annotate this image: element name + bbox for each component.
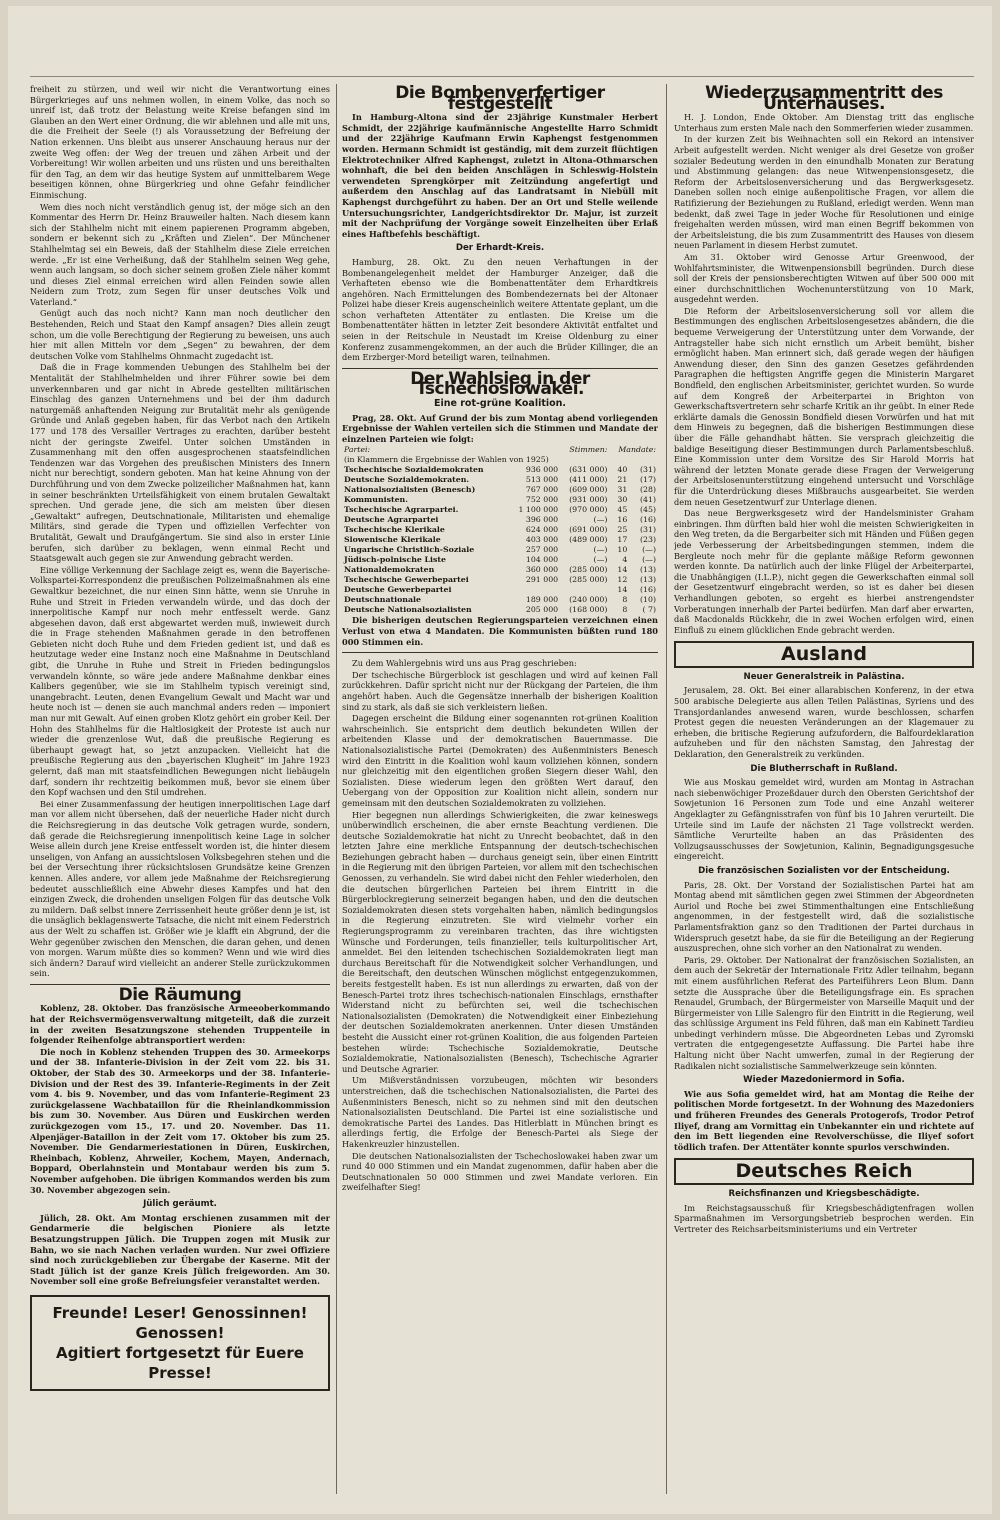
middle-column	[342, 84, 658, 1504]
table-note: (in Klammern die Ergebnisse der Wahlen von 1925)	[344, 455, 549, 465]
reich-section-title: Deutsches Reich	[735, 1160, 913, 1183]
czech-lead: Prag, 28. Okt. Auf Grund der bis zum Montag abend vorliegenden Ergebnisse der Wahlen verteilen sich die Stimmen und Mandate der einzelnen Parteien wie folgt:	[342, 412, 658, 444]
prev-seats-cell: (—)	[642, 555, 656, 565]
russia-body: Wie aus Moskau gemeldet wird, wurden am Montag in Astrachan nach siebenwöchiger Prozeßdauer durch den Obersten Gerichtshof der Sowjetunion 16 Personen zum Tode und eine Anzahl weiterer Angeklagter zu Gefängnisstrafen von fünf bis 10 Jahren verurteilt. Die Urteile sind im Laufe der nächsten 21 Tage vollstreckt werden. Sämtliche Verurteilte haben an das Präsidenten des Vollzugsausschusses der Sowjetunion, Kalinin, Begnadigungsgesuche eingereicht.	[674, 777, 974, 862]
table-row	[342, 535, 658, 545]
appeal-box	[30, 1295, 330, 1391]
votes-cell: 767 000	[525, 485, 559, 495]
prev-votes-cell: (285 000)	[569, 565, 608, 575]
prev-votes-cell: (631 000)	[569, 465, 608, 475]
seats-cell: 17	[617, 535, 628, 545]
votes-cell: 360 000	[525, 565, 559, 575]
bomb-body: Hamburg, 28. Okt. Zu den neuen Verhaftungen in der Bombenangelegenheit meldet der Hamburger Anzeiger, daß die Verhafteten ebenso wie die Bombenattentäter dem Erhardtkreis angehören. Nach Ermittelungen des Bombendezernats bei der Altonaer Polizei habe dieser Kreis augenscheinlich weitere Attentate geplant, um die schon verhafteten Attentäter zu entlasten. Die Kreise um die Bombenattentäter hätten in letzter Zeit besondere Aktivität entfaltet und seien in der Reitschule in Neustadt im Kreise Oldenburg zu einer Konferenz zusammengekommen, an der auch die Brüder Killinger, die an dem Erzberger-Mord beteiligt waren, teilnahmen.	[342, 256, 658, 363]
prev-seats-cell: (—)	[642, 545, 656, 555]
seats-cell: 14	[617, 565, 628, 575]
prev-seats-cell: (31)	[639, 465, 656, 475]
party-cell: Deutsche Gewerbepartei	[344, 585, 452, 595]
top-rule	[30, 76, 974, 77]
prev-seats-cell: (13)	[639, 565, 656, 575]
party-cell: Deutsche Nationalsozialisten	[344, 605, 472, 615]
votes-cell: 513 000	[525, 475, 559, 485]
votes-cell: 624 000	[525, 525, 559, 535]
prev-votes-cell: (—)	[593, 555, 608, 565]
article-paragraph: Das neue Bergwerksgesetz wird der Handelsminister Graham einbringen. Ihm dürften bald hier wohl die meisten Schwierigkeiten in den Weg treten, da die Bergarbeiter sich mit Händen und Füßen gegen jede Verbesserung der Arbeitsbedingungen stemmen, indem die Bergleute noch mehr für die geplante mäßige Reform gewonnen werden konnte. Da natürlich auch der linke Flügel der Arbeiterpartei, die Unabhängigen (I.L.P.), nicht gegen die Gewerkschaften einmal soll der Gesetzentwurf eingebracht werden, so ist es daher bei diesen Verhandlungen geboten, so ergeht es hierbei anstrengendster Vorberatungen innerhalb der Partei bedürfen. Man darf aber erwarten, daß Macdonalds Rückkehr, die in zwei Wochen erfolgen wird, einen Einfluß zu einem glücklichen Ende gebracht werden.	[674, 508, 974, 635]
votes-cell: 752 000	[525, 495, 559, 505]
table-row	[342, 485, 658, 495]
election-table	[342, 445, 658, 615]
article-paragraph: Am 31. Oktober wird Genosse Artur Greenwood, der Wohlfahrtsminister, die Witwenpensionsbill begründen. Durch diese soll der Kreis der pensionsberechtigten Witwen auf über 500 000 mit einer durchschnittlichen Wochenunterstützung von 10 Mark, ausgedehnt werden.	[674, 251, 974, 305]
prev-votes-cell: (240 000)	[569, 595, 608, 605]
table-row	[342, 555, 658, 565]
article-paragraph: Der tschechische Bürgerblock ist geschlagen und wird auf keinen Fall zurückkehren. Dafür spricht nicht nur der Rückgang der Parteien, die ihm angehört haben. Auch die Gegensätze innerhalb der bisherigen Koalition sind zu stark, als daß sie sich verkleistern ließen.	[342, 669, 658, 712]
prev-votes-cell: (—)	[593, 515, 608, 525]
prev-seats-cell: (16)	[639, 585, 656, 595]
seats-cell: 12	[617, 575, 628, 585]
seats-cell: 25	[617, 525, 628, 535]
left-column	[30, 84, 330, 1504]
prev-votes-cell: (168 000)	[569, 605, 608, 615]
seats-cell: 16	[617, 515, 628, 525]
article-paragraph: Eine völlige Verkennung der Sachlage zeigt es, wenn die Bayerische-Volkspartei-Korrespondenz die preußischen Polizeimaßnahmen als eine Gewaltkur bezeichnet, die nur einen Sinn hätte, wenn sie Unruhe in Ruhe und Streit in Frieden verwandeln würde, und das doch der innerpolitische Kampf nur noch mehr entfesselt werde. Ganz abgesehen davon, daß erst abgewartet werden muß, inwieweit durch die in Frage stehenden Maßnahmen gerade in den betroffenen Gebieten nicht doch Ruhe und dem Frieden gedient ist, und daß es heutzutage weder eine Instanz noch eine Maßnahme in Deutschland gibt, die Unruhe in Ruhe und Streit in Frieden bedingungslos verwandeln könnte, so wäre jede andere Maßnahme denkbar eines Kalibers gegenüber, wie sie im Stahlhelm typisch vereinigt sind, unangebracht. Leuten, denen Evangelium Gewalt und Macht war und heute noch ist — denen sie auch manchmal anders reden — imponiert man nur mit Gewalt. Auf einen groben Klotz gehört ein grober Keil. Der Hohn des Stahlhelms für die Haltlosigkeit der Proteste ist auch nur wieder die grenzenlose Wut, daß die preußische Regierung es überhaupt gewagt hat, so jetzt anzupacken. Vielleicht hat die preußische Regierung aus den „bayerischen Klugheit“ im Jahre 1923 gelernt, daß man mit staatsfeindlichen Bewegungen nicht liebäugeln darf, sondern ihr rechtzeitig beikommen muß, bevor sie einem über den Kopf wachsen und den Stil umdrehen.	[30, 564, 330, 798]
article-paragraph: Dagegen erscheint die Bildung einer sogenannten rot-grünen Koalition wahrscheinlich. Sie entspricht dem deutlich bekundeten Willen der arbeitenden Klasse und der demokratischen Bauernmasse. Die Nationalsozialistische Partei (Demokraten) des Außenministers Benesch wird den Eintritt in die Koalition wohl kaum vollziehen können, sondern nur gleichzeitig mit den eigentlichen großen Siegern dieser Wahl, den Sozialisten. Diese wiederum legen den größten Wert darauf, den Uebergang von der Opposition zur Koalition nicht allein, sondern nur gemeinsam mit den deutschen Sozialdemokraten zu vollziehen.	[342, 713, 658, 808]
newspaper-page	[8, 6, 992, 1514]
czech-subheadline: Eine rot-grüne Koalition.	[433, 398, 567, 410]
article-paragraph: Um Mißverständnissen vorzubeugen, möchten wir besonders unterstreichen, daß die tschechischen Nationalsozialisten, die Partei des Außenministers Benesch, nicht so zu nehmen sind mit den deutschen Nationalsozialisten Deutschland. Die Partei ist eine sozialistische und demokratische Partei des Landes. Das Hitlerblatt in München bringt es allerdings fertig, die Erfolge der Benesch-Partei als Siege der Hakenkreuzler hinzustellen.	[342, 1075, 658, 1149]
votes-cell: 205 000	[525, 605, 559, 615]
prev-votes-cell: (—)	[593, 545, 608, 555]
raeumung-headline: Die Räumung	[118, 984, 242, 1005]
uk-headline: Wiederzusammentritt des Unterhauses.	[705, 84, 943, 114]
article-paragraph: Zu dem Wahlergebnis wird uns aus Prag geschrieben:	[352, 658, 577, 669]
table-row	[342, 525, 658, 535]
ausland-section-title: Ausland	[780, 643, 867, 666]
table-note-row	[342, 455, 658, 465]
table-header-row	[342, 445, 658, 455]
party-cell: Slowenische Klerikale	[344, 535, 441, 545]
votes-cell: 104 000	[525, 555, 559, 565]
seats-cell: 30	[617, 495, 628, 505]
table-row	[342, 565, 658, 575]
party-cell: Deutsche Agrarpartei	[344, 515, 439, 525]
bomb-headline: Die Bombenverfertiger festgestellt	[395, 84, 605, 114]
seats-cell: 45	[617, 505, 628, 515]
party-cell: Deutschnationale	[344, 595, 421, 605]
party-cell: Kommunisten.	[344, 495, 408, 505]
czech-headline: Der Wahlsieg in der Tschechoslowakei.	[410, 368, 590, 400]
prev-seats-cell: (31)	[639, 525, 656, 535]
seats-cell: 31	[617, 485, 628, 495]
article-paragraph: Genügt auch das noch nicht? Kann man noch deutlicher den Bestehenden, Reich und Staat den Kampf ansagen? Dies allein zeugt schon, um die volle Berechtigung der Regierung zu beweisen, uns auch hier mit allen Mitteln vor dem „Segen“ zu bewahren, der dem deutschen Volke vom Stahlhelms Ohnmacht zugedacht ist.	[30, 308, 330, 361]
palestine-headline: Neuer Generalstreik in Palästina.	[743, 671, 905, 682]
votes-cell: 189 000	[525, 595, 559, 605]
juelich-headline: Jülich geräumt.	[143, 1199, 217, 1210]
table-row	[342, 515, 658, 525]
raeumung-lead: Koblenz, 28. Oktober. Das französische Armeeoberkommando hat der Reichsvermögensverwaltung mitgeteilt, daß die zurzeit in der zweiten Besatzungszone stehenden Truppenteile in folgender Reihenfolge abtransportiert werden:	[30, 1003, 330, 1046]
party-cell: Nationalsozialisten (Benesch)	[344, 485, 476, 495]
article-paragraph: Die deutschen Nationalsozialisten der Tschechoslowakei haben zwar um rund 40 000 Stimmen und ein Mandat zugenommen, dafür haben aber die Deutschnationalen 50 000 Stimmen und zwei Mandate verloren. Ein zweifelhafter Sieg!	[342, 1150, 658, 1193]
party-cell: Nationaldemokraten	[344, 565, 435, 575]
prev-votes-cell: (609 000)	[569, 485, 608, 495]
party-cell: Ungarische Christlich-Soziale	[344, 545, 475, 555]
party-cell: Tschechische Sozialdemokraten	[344, 465, 484, 475]
prev-votes-cell: (285 000)	[569, 575, 608, 585]
table-row	[342, 465, 658, 475]
appeal-line-2: Agitiert fortgesetzt für Euere Presse!	[56, 1343, 304, 1382]
table-row	[342, 605, 658, 615]
party-cell: Tschechische Gewerbepartei	[344, 575, 469, 585]
ausland-section-box	[674, 641, 974, 668]
juelich-body: Jülich, 28. Okt. Am Montag erschienen zusammen mit der Gendarmerie die belgischen Pioniere als letzte Besatzungstruppen Jülich. Die Truppen zogen mit Musik zur Bahn, wo sie nach Nachen verladen wurden. Nur zwei Offiziere sind noch zurückgeblieben zur Übergabe der Kaserne. Mit der Stadt Jülich ist der ganze Kreis Jülich freigeworden. Am 30. November soll eine große Befreiungsfeier veranstaltet werden.	[30, 1212, 330, 1287]
article-paragraph: Daß die in Frage kommenden Uebungen des Stahlhelm bei der Mentalität der Stahlhelmhelden und ihrer Führer sowie bei dem unverkennbaren und gar nicht in Abrede gestellten militärischen Einschlag des ganzen Unternehmens und bei der ihm dadurch naturgemäß anhaftenden Neigung zur Brutalität mehr als genügende Gründe und Anlaß gegeben haben, für das Verbot nach den Artikeln 177 und 178 des Versailler Vertrages zu erachten, darüber besteht nicht der geringste Zweifel. Unter solchen Umständen in Zusammenhang mit den offen ausgesprochenen staatsfeindlichen Tendenzen war das Vorgehen des preußischen Ministers des Innern nicht nur berechtigt, sondern geboten. Man hat keine Ahnung von der Durchführung und von dem Zwecke polizeilicher Maßnahmen hat, kann in seiner beschränkten Urteilsfähigkeit von einem brutalen Gewaltakt sprechen. Und gerade jene, die sich am meisten über diesen „Gewaltakt“ aufregen, Deutschnationale, Militaristen und ehemalige Militärs, sind gerade die Typen und offiziellen Verfechter von Brutalität, Gewalt und Draufgängertum. Sie sind also in erster Linie berufen, sich darüber zu beklagen, wenn einmal Recht und Staatsgewalt auch gegen sie zur Anwendung gebracht werden.	[30, 362, 330, 564]
votes-cell: 1 100 000	[518, 505, 559, 515]
seats-cell: 10	[617, 545, 628, 555]
prev-votes-cell: (411 000)	[569, 475, 608, 485]
reich-headline: Reichsfinanzen und Kriegsbeschädigte.	[728, 1189, 920, 1199]
prev-votes-cell: (489 000)	[569, 535, 608, 545]
reich-section-box	[674, 1158, 974, 1185]
votes-cell	[509, 585, 560, 595]
table-row	[342, 475, 658, 485]
prev-votes-cell: (970 000)	[569, 505, 608, 515]
votes-cell: 936 000	[525, 465, 559, 475]
seats-cell: 8	[622, 605, 628, 615]
column-rule-2	[666, 84, 667, 1494]
prev-seats-cell: ( 7)	[642, 605, 656, 615]
prev-seats-cell: (28)	[639, 485, 656, 495]
party-cell: Deutsche Sozialdemokraten.	[344, 475, 470, 485]
prev-seats-cell: (16)	[639, 515, 656, 525]
right-column	[674, 84, 974, 1504]
seats-cell: 21	[617, 475, 628, 485]
votes-cell: 396 000	[525, 515, 559, 525]
prev-seats-cell: (17)	[639, 475, 656, 485]
votes-cell: 291 000	[525, 575, 559, 585]
prev-seats-cell: (23)	[639, 535, 656, 545]
votes-cell: 403 000	[525, 535, 559, 545]
appeal-line-1: Freunde! Leser! Genossinnen! Genossen!	[52, 1303, 308, 1342]
reich-body: Im Reichstagsausschuß für Kriegsbeschädigtenfragen wollen Sparmaßnahmen im Versorgungsbetrieb besprochen werden. Ein Vertreter des Reichsarbeitsministeriums und ein Vertreter	[674, 1202, 974, 1234]
article-paragraph: In der kurzen Zeit bis Weihnachten soll ein Rekord an intensiver Arbeit aufgestellt werden. Nicht weniger als drei Gesetze von großer sozialer Bedeutung werden in den einundhalb Monaten zur Beratung und Abstimmung gelangen: das neue Witwenpensionsgesetz, die Reform der Arbeitslosenversicherung und das Bergwerksgesetz. Daneben sollen noch einige außenpolitische Fragen, vor allem die Ratifizierung der Beziehungen zu Rußland, erledigt werden. Wenn man bedenkt, daß zwei Tage in jeder Woche für Resolutionen und einige freigehalten werden müssen, wird man einen Begriff bekommen von der Arbeitsleistung, die bis zum Zusammentritt des Hauses von diesem neuen Parlament in diesem Herbst zumutet.	[674, 134, 974, 251]
prev-seats-cell: (45)	[639, 505, 656, 515]
raeumung-body: Die noch in Koblenz stehenden Truppen des 30. Armeekorps und der 38. Infanterie-Division in der Zeit vom 22. bis 31. Oktober, der Stab des 30. Armeekorps und der 38. Infanterie-Division und der Rest des 39. Infanterie-Regiments in der Zeit vom 4. bis 9. November, und das vom Infanterie-Regiment 23 zurückgelassene Wachbataillon für die Rheinlandkommission bis zum 30. November. Aus Düren und Euskirchen werden zurückgezogen vom 15., 17. und 20. November. Das 11. Alpenjäger-Bataillon in der Zeit vom 17. Oktober bis zum 25. November. Die Gendarmeriestationen in Düren, Euskirchen, Rheinbach, Koblenz, Ahrweiler, Kochem, Mayen, Andernach, Boppard, Oberlahnstein und Montabaur werden bis zum 5. November aufgehoben. Die übrigen Kommandos werden bis zum 30. November abgezogen sein.	[30, 1046, 330, 1195]
bomb-lead: In Hamburg-Altona sind der 23jährige Kunstmaler Herbert Schmidt, der 22jährige kaufmännische Angestellte Harro Schmidt und der 22jährige Kaufmann Erwin Kaphengst festgenommen worden. Hermann Schmidt ist geständig, mit dem zurzeit flüchtigen Elektrotechniker Alfred Kaphengst, zuletzt in Altona-Othmarschen wohnhaft, die bei den beiden Anschlägen in Schleswig-Holstein verwendeten Sprengkörper mit Zeitzündung angefertigt und außerdem den Anschlag auf das Landratsamt in Niebüll mit Kaphengst durchgeführt zu haben. Der an Ort und Stelle weilende Untersuchungsrichter, Landgerichtsdirektor Dr. Majur, ist zurzeit mit der Nachprüfung der Vorgänge soweit Einzelheiten über Erlaß eines Haftbefehls beschäftigt.	[342, 112, 658, 239]
france-body-2: Paris, 29. Oktober. Der Nationalrat der französischen Sozialisten, an dem auch der Sekretär der Internationale Fritz Adler teilnahm, begann mit einem ausführlichen Referat des Parteiführers Leon Blum. Dann setzte die Aussprache über die Beteiligungsfrage ein. Es sprachen Renaudel, Grumbach, der Bürgermeister von Marseille Maquit und der Bürgermeister von Lille Salengro für den Eintritt in die Regierung, weil das schlüssige Argument ins Feld führen, daß man ein Kabinett Tardieu unbedingt verhindern müsse. Die Abgeordneten Lebas und Zyromski vertraten die entgegengesetzte Auffassung. Die Partei habe ihre Haltung nicht über Nacht umwerfen, zumal in der Regierung der Radikalen nicht sozialistische Sammelwerkzeuge sein könnten.	[674, 954, 974, 1071]
seats-cell: 4	[622, 555, 628, 565]
seats-cell: 8	[622, 595, 628, 605]
header-mandate: Mandate:	[618, 445, 656, 455]
sofia-body: Wie aus Sofia gemeldet wird, hat am Montag die Reihe der politischen Morde fortgesetzt. In der Wohnung des Mazedoniers und früheren Freundes des Generals Protogerofs, Trodor Petrof Iliyef, drang am Vormittag ein Unbekannter ein und richtete auf den im Bett liegenden eine Revolverschüsse, die Iliyef sofort tödlich trafen. Der Attentäter konnte spurlos verschwinden.	[674, 1088, 974, 1152]
table-row	[342, 585, 658, 595]
votes-cell: 257 000	[525, 545, 559, 555]
header-stimmen: Stimmen:	[569, 445, 608, 455]
prev-votes-cell	[560, 585, 609, 595]
party-cell: Jüdisch-polnische Liste	[344, 555, 446, 565]
prev-votes-cell: (931 000)	[569, 495, 608, 505]
article-paragraph: Bei einer Zusammenfassung der heutigen innerpolitischen Lage darf man vor allem nicht übersehen, daß der neuerliche Hader nicht durch die Reichsregierung in das deutsche Volk getragen wurde, sondern, daß gerade die Reichsregierung innenpolitisch keine Lage in solcher Weise allein durch jene Kreise entfesselt worden ist, die hinter diesem unseligen, von Anfang an aussichtslosen Volksbegehren stehen und die bei der Versechtung ihrer rücksichtslosen Grundsätze keine Grenzen kennen. Alles andere, vor allem jede Maßnahme der Reichsregierung bedeutet ausschließlich eine Abwehr dieses Kampfes und hat den einzigen Zweck, die drohenden unseligen Folgen für das deutsche Volk zu mildern. Daß selbst innere Zerrissenheit heute größer denn je ist, ist die unsäglich beklagenswerte Tatsache, die nicht mit einem Federstrich aus der Welt zu schaffen ist. Größer wie je klafft ein Abgrund, der die Wehr gegenüber zwischen den Menschen, die daran gehen, und denen von morgen. Warum müßte dies so kommen? Wenn und wie wird dies sich ändern? Darauf wird vielleicht an anderer Stelle zurückzukommen sein.	[30, 798, 330, 979]
france-headline: Die französischen Sozialisten vor der Entscheidung.	[698, 865, 950, 876]
palestine-body: Jerusalem, 28. Okt. Bei einer allarabischen Konferenz, in der etwa 500 arabische Delegierte aus allen Teilen Palästinas, Syriens und des Transjordanlandes anwesend waren, wurde beschlossen, scharfen Protest gegen die neuesten Veränderungen an der Klagemauer zu erheben, die britische Regierung aufzufordern, die Balfourdeklaration aufzuheben und für den nächsten Samstag, den Jahrestag der Deklaration, den Generalstreik zu verkünden.	[674, 685, 974, 760]
column-rule-1	[336, 84, 337, 1494]
table-row	[342, 495, 658, 505]
prev-seats-cell: (41)	[639, 495, 656, 505]
table-row	[342, 505, 658, 515]
party-cell: Tschechische Klerikale	[344, 525, 445, 535]
prev-seats-cell: (10)	[639, 595, 656, 605]
france-body: Paris, 28. Okt. Der Vorstand der Sozialistischen Partei hat am Montag abend mit sämtlichen gegen zwei Stimmen der Abgeordneten Auriol und Roche bei zwei Stimmenthaltungen eine Entschließung angenommen, in der festgestellt wird, daß die sozialistische Parlamentsfraktion ganz so den Traditionen der Partei durchaus in Widerspruch gesetzt habe, da sie für die Beteiligung an der Regierung auszusprechen, ohne sich vorher an den Nationalrat zu wenden.	[674, 879, 974, 954]
party-cell: Tschechische Agrarpartei.	[344, 505, 459, 515]
sofia-headline: Wieder Mazedoniermord in Sofia.	[743, 1075, 905, 1086]
prev-seats-cell: (13)	[639, 575, 656, 585]
russia-headline: Die Blutherrschaft in Rußland.	[750, 763, 898, 774]
divider	[342, 652, 658, 653]
table-row	[342, 595, 658, 605]
seats-cell: 40	[617, 465, 628, 475]
table-row	[342, 545, 658, 555]
table-row	[342, 575, 658, 585]
seats-cell: 14	[617, 585, 628, 595]
article-paragraph: Die Reform der Arbeitslosenversicherung soll vor allem die Bestimmungen des englischen Arbeitslosengesetzes abändern, die die bequeme Verweigerung der Unterstützung unter dem Vorwande, der Antragsteller habe sich nicht ernstlich um Arbeit bemüht, bisher ermöglicht haben. Man erinnert sich, daß gerade wegen der häufigen Anwendung dieser, den Sinn des ganzen Gesetzes gefährdenden Paragraphen die heftigsten Angriffe gegen die Ministerin Margaret Bondfield, den englischen Arbeitsminister, gerichtet wurden. So wurde auf dem Kongreß der Arbeiterpartei in Brighton von Gewerkschaftsvertretern sehr scharfe Kritik an ihr geübt. In einer Rede erklärte damals die Genossin Bondfield diesen Vorwürfen und hat mit dem Hinweis zu begegnen, daß die bisherigen Bestimmungen diese über die Fälle gehandhabt hätten. Sie versprach gleichzeitig die baldige Beseitigung dieser Bestimmungen durch Parlamentsbeschluß. Eine Kommission unter dem Vorsitze des Sir Harold Morris hat während der letzten Monate gerade diese Fragen der Verweigerung der Arbeitslosenunterstützung eingehend untersucht und Vorschläge für die Unterdrückung dieses Mißbrauchs ausgearbeitet. Sie werden dem neuen Gesetzentwurf zur Unterlage dienen.	[674, 305, 974, 507]
article-paragraph: H. J. London, Ende Oktober. Am Dienstag tritt das englische Unterhaus zum ersten Male nach den Sommerferien wieder zusammen.	[674, 112, 974, 133]
article-paragraph: Wem dies noch nicht verständlich genug ist, der möge sich an den Kommentar des Herrn Dr. Heinz Brauweiler halten. Nach diesem kann sich der Stahlhelm nicht mit einem papierenen Programm abgeben, sondern er bekennt sich zu „Kräften und Zielen“. Der Münchener Stahlhelmtag sei ein Beweis, daß der Stahlhelm diese Ziele erreichen werde. „Er ist eine Verheißung, daß der Stahlhelm seinen Weg gehe, wenn auch langsam, so doch sicher seinem großen Ziele näher kommt und dieses Ziel einmal erreichen wird allen Feinden sowie allen Neidern zum Trotz, zum Segen für unser deutsches Volk und Vaterland.“	[30, 201, 330, 307]
czech-after-table: Die bisherigen deutschen Regierungsparteien verzeichnen einen Verlust von etwa 4 Mandaten. Die Kommunisten büßten rund 180 000 Stimmen ein.	[342, 615, 658, 647]
article-paragraph: freiheit zu stürzen, und weil wir nicht die Verantwortung eines Bürgerkrieges auf uns nehmen wollen, in einem Volke, das noch so unreif ist, daß trotz der Belastung weite Kreise befangen sind im Glauben an den Wert einer Ordnung, die wir ablehnen und alle mit uns, die die Freiheit der Seele (!) als Voraussetzung der Befreiung der Nation erkennen. Uns bleibt aus unserer Anschauung heraus nur der zweite Weg offen: der Weg der treuen und zähen Arbeit und der Vorbereitung! Wir wollen arbeiten und uns rüsten und uns bereithalten für den Tag, an dem wir das heutige System auf unmittelbarem Wege beseitigen können, ohne Bürgerkrieg und ohne Gefahr feindlicher Einmischung.	[30, 84, 330, 200]
prev-votes-cell: (691 000)	[569, 525, 608, 535]
header-partei: Partei:	[344, 445, 371, 455]
erhardt-subhead: Der Erhardt-Kreis.	[455, 243, 545, 254]
article-paragraph: Hier begegnen nun allerdings Schwierigkeiten, die zwar keineswegs unüberwindlich erscheinen, die aber ernste Beachtung verdienen. Die deutsche Sozialdemokratie hat nicht zu Unrecht beobachtet, daß in den letzten Jahre eine merkliche Entspannung der deutsch-tschechischen Beziehungen gebracht haben — durchaus geneigt sein, über einen Eintritt in die Regierung mit den übrigen Parteien, vor allem mit den tschechischen Genossen, zu verhandeln. Sie wird dabei nicht den Fehler wiederholen, den die deutschen bürgerlichen Parteien bei ihrem Eintritt in die Bürgerblockregierung seinerzeit begangen haben, und den die deutschen Sozialdemokraten diesen stets vorgehalten haben, nämlich bedingungslos in die Regierung einzutreten. Sie wird vielmehr vorher ein Regierungsprogramm zu vereinbaren trachten, das ihre wichtigsten Wünsche und Forderungen, teils finanzieller, teils kulturpolitischer Art, anmeldet. Bei den leitenden tschechischen Sozialdemokraten liegt man durchaus Bereitschaft für die Notwendigkeit solcher Verhandlungen, und die Bereitschaft, den deutschen Wünschen möglichst entgegenzukommen, bereits festgestellt haben. Es ist nun allerdings zu erwarten, daß von der Benesch-Partei trotz ihres tschechisch-nationalen Einschlags, ernsthafter Widerstand nicht zu befürchten sei, weil die tschechischen Nationalsozialisten (Demokraten) die Notwendigkeit einer Einbeziehung der deutschen Sozialdemokraten anerkennen. Unter diesen Umständen besteht die Aussicht einer rot-grünen Koalition, die aus folgenden Parteien bestehen würde: Tschechische Sozialdemokratie, Deutsche Sozialdemokratie, Nationalsozialisten (Benesch), Tschechische Agrarier und Deutsche Agrarier.	[342, 809, 658, 1074]
